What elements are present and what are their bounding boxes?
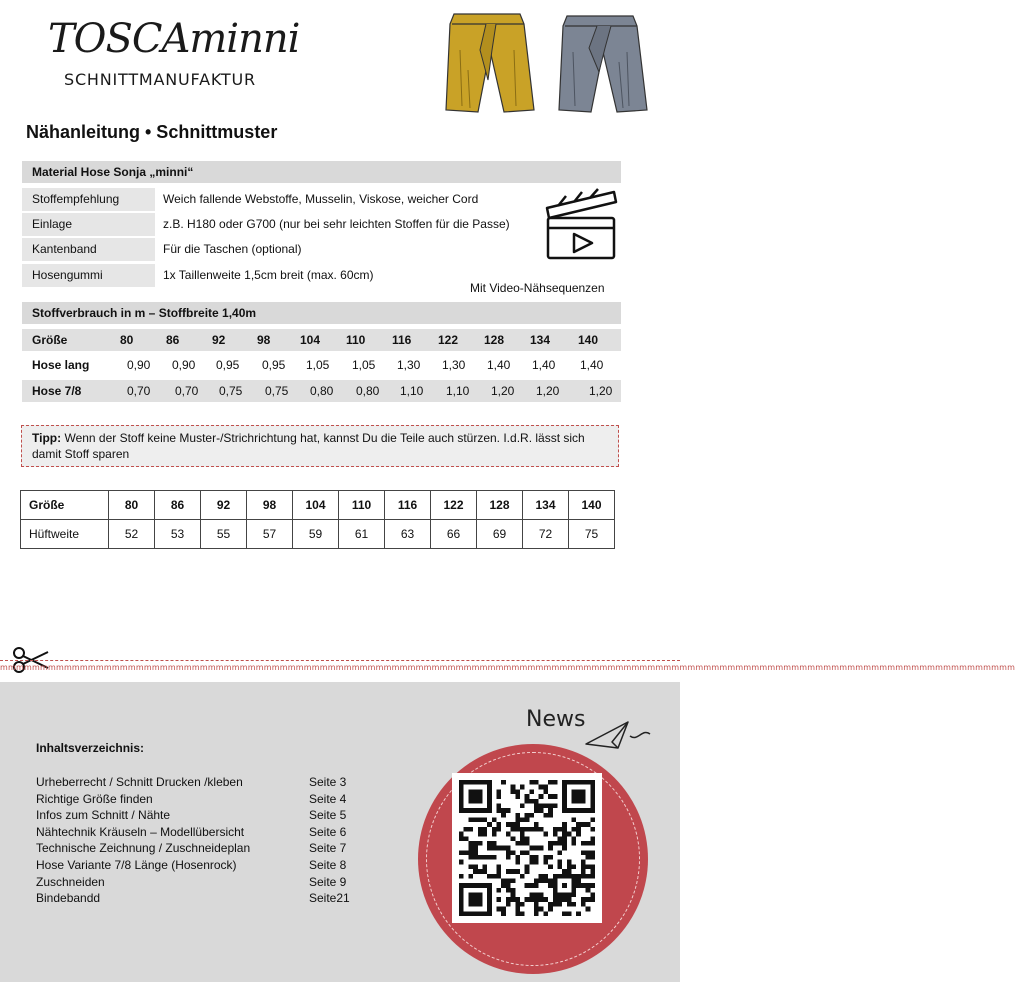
hip-value: 53	[155, 520, 201, 549]
toc-item-page: Seite 8	[309, 858, 347, 872]
fabric-size: 92	[212, 333, 226, 347]
brand-logo	[48, 14, 300, 100]
toc-item-title: Nähtechnik Kräuseln – Modellübersicht	[36, 825, 245, 839]
fabric-size: 134	[530, 333, 551, 347]
fabric-value: 1,20	[536, 384, 560, 398]
tip-text: Wenn der Stoff keine Muster-/Strichrichtung hat, kannst Du die Teile auch stürzen. I.d.R. lässt sich damit Stoff sparen	[32, 431, 585, 461]
fabric-value: 0,75	[219, 384, 243, 398]
toc-item-page: Seite21	[309, 891, 350, 905]
hip-header-row	[21, 491, 615, 520]
fabric-value: 1,05	[306, 358, 330, 372]
fabric-value: 0,90	[127, 358, 151, 372]
material-label: Kantenband	[22, 238, 155, 261]
fabric-value: 1,20	[491, 384, 515, 398]
toc-item-page: Seite 9	[309, 875, 347, 889]
material-value: 1x Taillenweite 1,5cm breit (max. 60cm)	[163, 268, 374, 282]
hip-width-table	[20, 490, 615, 549]
hip-value: 66	[431, 520, 477, 549]
fabric-value: 1,05	[352, 358, 376, 372]
material-value: Für die Taschen (optional)	[163, 242, 302, 256]
toc-item-page: Seite 3	[309, 775, 347, 789]
toc-item-title: Infos zum Schnitt / Nähte	[36, 808, 171, 822]
fabric-value: 1,20	[589, 384, 613, 398]
fabric-value: 1,10	[400, 384, 424, 398]
hip-value: 69	[477, 520, 523, 549]
cut-line	[0, 660, 1015, 682]
fabric-value: 1,40	[532, 358, 556, 372]
material-label: Stoffempfehlung	[22, 188, 155, 211]
toc-item-page: Seite 5	[309, 808, 347, 822]
material-value: Weich fallende Webstoffe, Musselin, Viskose, weicher Cord	[163, 192, 479, 206]
fabric-size: 116	[392, 333, 412, 347]
video-clapperboard-icon	[544, 186, 618, 262]
fabric-value: 1,30	[442, 358, 466, 372]
fabric-value: 1,10	[446, 384, 470, 398]
fabric-value: 1,40	[580, 358, 604, 372]
pants-mustard-illustration	[440, 10, 540, 118]
toc-item	[36, 841, 366, 857]
hip-size: 104	[293, 491, 339, 520]
hip-value: 72	[523, 520, 569, 549]
fabric-header-label: Größe	[32, 333, 68, 347]
fabric-value: 0,90	[172, 358, 196, 372]
fabric-value: 0,75	[265, 384, 289, 398]
fabric-heading: Stoffverbrauch in m – Stoffbreite 1,40m	[22, 302, 621, 324]
hip-size: 86	[155, 491, 201, 520]
brand-subtitle: SCHNITTMANUFAKTUR	[64, 70, 256, 89]
fabric-size: 140	[578, 333, 599, 347]
material-heading: Material Hose Sonja „minni“	[22, 161, 621, 183]
toc-item-title: Richtige Größe finden	[36, 792, 153, 806]
toc-item	[36, 858, 366, 874]
qr-code[interactable]	[452, 773, 602, 923]
fabric-size: 104	[300, 333, 321, 347]
paper-plane-icon	[582, 716, 654, 752]
toc-item-title: Zuschneiden	[36, 875, 105, 889]
toc-item-title: Technische Zeichnung / Zuschneideplan	[36, 841, 251, 855]
hip-value: 63	[385, 520, 431, 549]
hip-value: 55	[201, 520, 247, 549]
fabric-value: 0,80	[310, 384, 334, 398]
material-label: Einlage	[22, 213, 155, 236]
hip-size: 80	[109, 491, 155, 520]
qr-code-pattern	[459, 780, 595, 916]
hip-size: 122	[431, 491, 477, 520]
toc-item-page: Seite 7	[309, 841, 347, 855]
hip-size: 92	[201, 491, 247, 520]
fabric-value: 1,30	[397, 358, 421, 372]
fabric-value: 0,95	[216, 358, 240, 372]
cut-line-pattern: mmmmmmmmmmmmmmmmmmmmmmmmmmmmmmmmmmmmmmmmmmmmmmmmmmmmmmmmmmmmmmmmmmmmmmmmmmmmmmmmmmmmmmmmmmmmmmmmmmmmmmmmmmmmmmmmmmmmmmmmmmmmmmm	[0, 663, 1015, 672]
tip-label: Tipp:	[32, 431, 62, 445]
toc-item	[36, 891, 366, 907]
fabric-size: 98	[257, 333, 271, 347]
fabric-size: 80	[120, 333, 134, 347]
fabric-size: 86	[166, 333, 180, 347]
hip-value: 57	[247, 520, 293, 549]
hip-value: 52	[109, 520, 155, 549]
toc-item-title: Urheberrecht / Schnitt Drucken /kleben	[36, 775, 243, 789]
hip-value: 61	[339, 520, 385, 549]
fabric-size: 122	[438, 333, 459, 347]
fabric-header-row	[22, 329, 621, 351]
toc-item	[36, 808, 366, 824]
hip-header-label: Größe	[21, 491, 109, 520]
toc-item-page: Seite 4	[309, 792, 347, 806]
hip-row-label: Hüftweite	[21, 520, 109, 549]
pants-grey-illustration	[553, 12, 653, 118]
hip-value: 75	[569, 520, 615, 549]
page-title: Nähanleitung • Schnittmuster	[26, 122, 278, 142]
fabric-row-long	[22, 354, 621, 376]
brand-name: TOSCAminni	[48, 16, 300, 62]
hip-size: 116	[385, 491, 431, 520]
toc-item-page: Seite 6	[309, 825, 347, 839]
toc-item	[36, 875, 366, 891]
fabric-size: 110	[346, 333, 366, 347]
hip-size: 110	[339, 491, 385, 520]
toc-item	[36, 775, 366, 791]
fabric-value: 0,80	[356, 384, 380, 398]
fabric-row-label: Hose lang	[32, 358, 90, 372]
fabric-value: 0,70	[175, 384, 199, 398]
tip-box	[21, 425, 619, 467]
toc-title: Inhaltsverzeichnis:	[36, 741, 145, 755]
fabric-value: 1,40	[487, 358, 511, 372]
hip-value: 59	[293, 520, 339, 549]
hip-size: 140	[569, 491, 615, 520]
hip-size: 98	[247, 491, 293, 520]
fabric-value: 0,95	[262, 358, 286, 372]
fabric-row-label: Hose 7/8	[32, 384, 82, 398]
news-label: News	[526, 707, 586, 732]
fabric-row-78	[22, 380, 621, 402]
hip-value-row	[21, 520, 615, 549]
hip-size: 134	[523, 491, 569, 520]
toc-item-title: Bindebandd	[36, 891, 101, 905]
toc-item	[36, 792, 366, 808]
toc-item	[36, 825, 366, 841]
toc-item-title: Hose Variante 7/8 Länge (Hosenrock)	[36, 858, 237, 872]
cut-line-dashes	[0, 660, 680, 661]
material-value: z.B. H180 oder G700 (nur bei sehr leichten Stoffen für die Passe)	[163, 217, 510, 231]
video-caption: Mit Video-Nähsequenzen	[470, 281, 605, 295]
hip-size: 128	[477, 491, 523, 520]
fabric-size: 128	[484, 333, 505, 347]
fabric-value: 0,70	[127, 384, 151, 398]
material-label: Hosengummi	[22, 264, 155, 287]
